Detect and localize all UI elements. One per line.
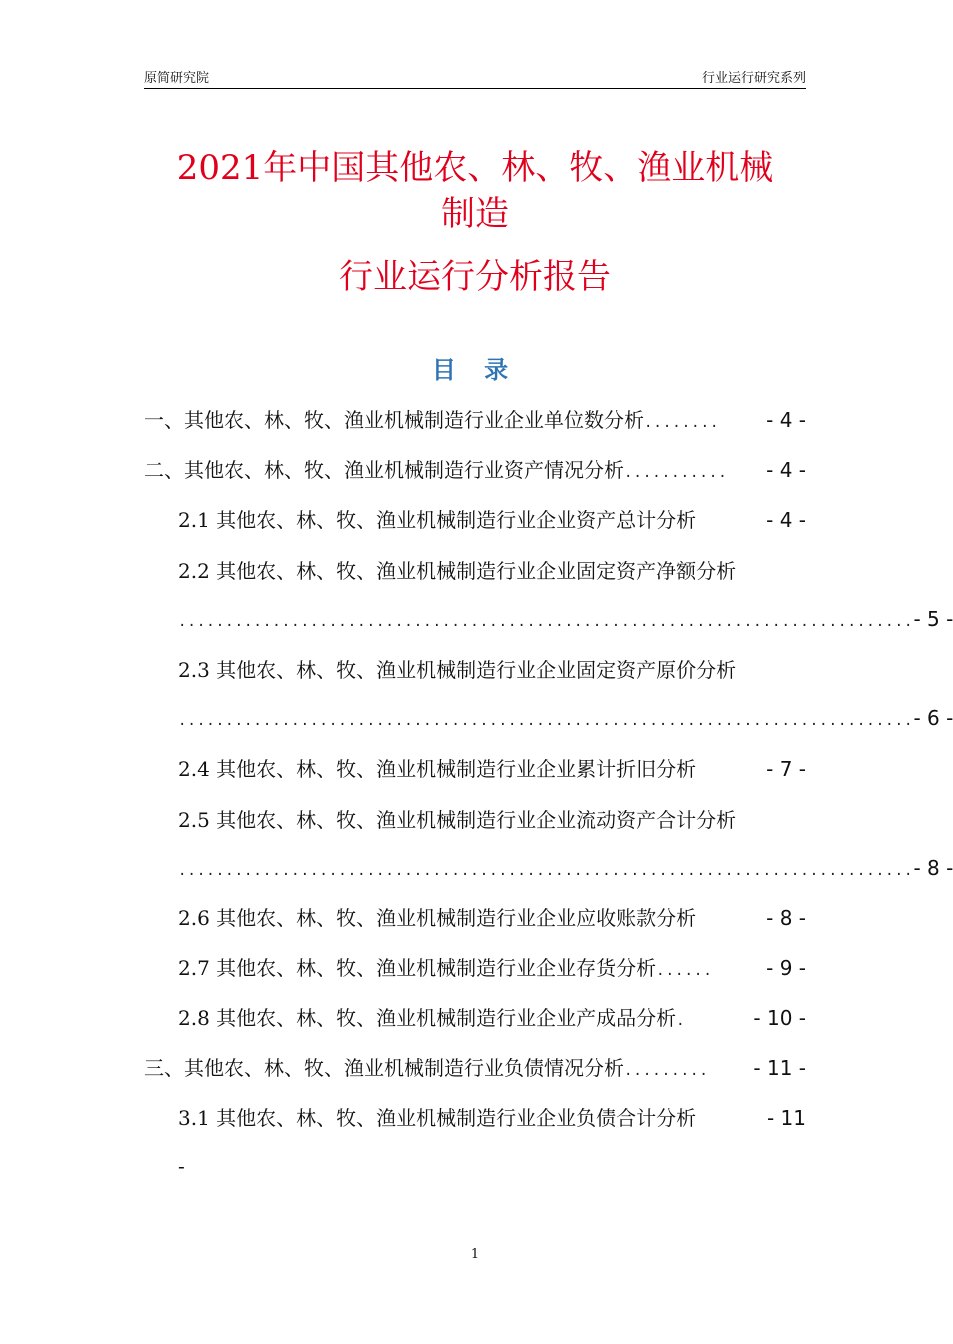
toc-item[interactable]	[144, 1053, 806, 1086]
toc-item[interactable]	[144, 455, 806, 488]
toc-item-text: 2.6 其他农、林、牧、渔业机械制造行业企业应收账款分析	[178, 906, 697, 930]
report-title-line1: 2021年中国其他农、林、牧、渔业机械	[176, 148, 774, 188]
toc-item-text: 2.4 其他农、林、牧、渔业机械制造行业企业累计折旧分析	[178, 757, 697, 781]
toc-item[interactable]	[178, 556, 806, 586]
toc-leader: ..............................................................................	[178, 713, 914, 729]
toc-page: - 4 -	[766, 408, 806, 432]
header-org: 原简研究院	[144, 71, 210, 86]
toc-page: - 8 -	[913, 856, 953, 880]
toc-leader: .	[676, 1013, 686, 1029]
toc-page: - 11	[766, 1106, 806, 1130]
toc-item-text: 2.7 其他农、林、牧、渔业机械制造行业企业存货分析	[178, 956, 657, 980]
toc-page: - 5 -	[913, 607, 953, 631]
report-title-line2: 制造	[441, 194, 509, 234]
toc-item[interactable]	[178, 953, 806, 986]
toc-item-continuation[interactable]	[178, 853, 953, 886]
toc-page: - 9 -	[766, 956, 806, 980]
toc-heading: 目 录	[431, 356, 519, 384]
toc-item[interactable]	[178, 505, 806, 535]
toc-item[interactable]	[178, 1003, 806, 1036]
header-series: 行业运行研究系列	[701, 71, 806, 86]
toc-leader: .........	[624, 1063, 709, 1079]
page-header	[144, 66, 806, 89]
toc-item-text: 二、其他农、林、牧、渔业机械制造行业资产情况分析	[144, 458, 624, 482]
toc-item-text: 三、其他农、林、牧、渔业机械制造行业负债情况分析	[144, 1056, 624, 1080]
toc-item[interactable]	[178, 1103, 806, 1133]
toc-item-text: 2.8 其他农、林、牧、渔业机械制造行业企业产成品分析	[178, 1006, 677, 1030]
toc-item-continuation[interactable]	[178, 1151, 806, 1181]
toc-item[interactable]	[178, 655, 806, 685]
page-number: 1	[470, 1247, 480, 1262]
toc-page: - 8 -	[766, 906, 806, 930]
toc-item[interactable]	[178, 805, 806, 835]
toc-item-text: 2.1 其他农、林、牧、渔业机械制造行业企业资产总计分析	[178, 508, 697, 532]
toc-item-text: 一、其他农、林、牧、渔业机械制造行业企业单位数分析	[144, 408, 644, 432]
toc-item-text: 2.2 其他农、林、牧、渔业机械制造行业企业固定资产净额分析	[178, 559, 737, 583]
toc-page: - 6 -	[913, 706, 953, 730]
toc-page: - 7 -	[766, 757, 806, 781]
toc-leader: ........	[644, 415, 720, 431]
toc-item-continuation[interactable]	[178, 703, 953, 736]
toc-page: - 4 -	[766, 508, 806, 532]
toc-item-text: -	[178, 1154, 185, 1178]
toc-item-text: 2.5 其他农、林、牧、渔业机械制造行业企业流动资产合计分析	[178, 808, 737, 832]
toc-page: - 11 -	[753, 1056, 806, 1080]
toc-leader: ..............................................................................	[178, 863, 914, 879]
toc-item-text: 3.1 其他农、林、牧、渔业机械制造行业企业负债合计分析	[178, 1106, 697, 1130]
toc-page: - 4 -	[766, 458, 806, 482]
toc-page: - 10 -	[753, 1006, 806, 1030]
report-title-line3: 行业运行分析报告	[339, 257, 611, 297]
toc-item[interactable]	[178, 903, 806, 933]
toc-leader: ..............................................................................	[178, 614, 914, 630]
toc-item-continuation[interactable]	[178, 604, 953, 637]
toc-item[interactable]	[144, 405, 806, 438]
toc-item-text: 2.3 其他农、林、牧、渔业机械制造行业企业固定资产原价分析	[178, 658, 737, 682]
toc-leader: ......	[656, 963, 713, 979]
toc-item[interactable]	[178, 754, 806, 784]
toc-leader: ...........	[624, 465, 728, 481]
